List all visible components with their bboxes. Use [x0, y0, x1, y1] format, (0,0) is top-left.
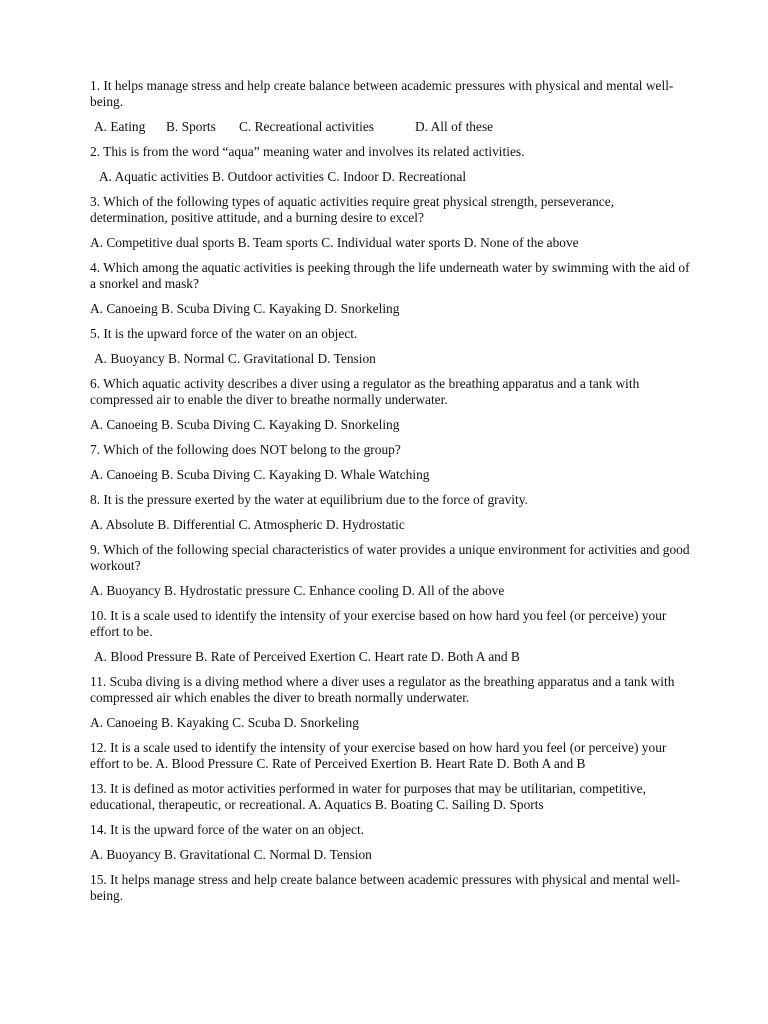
options-5: A. Buoyancy B. Normal C. Gravitational D. Tension — [94, 351, 376, 366]
option-1c: C. Recreational activities — [239, 119, 374, 134]
options-7: A. Canoeing B. Scuba Diving C. Kayaking D. Whale Watching — [90, 467, 430, 482]
question-9: 9. Which of the following special characteristics of water provides a unique environment for activities and good workout? — [90, 542, 690, 573]
option-1b: B. Sports — [166, 119, 216, 134]
options-3: A. Competitive dual sports B. Team sports C. Individual water sports D. None of the above — [90, 235, 579, 250]
options-2: A. Aquatic activities B. Outdoor activities C. Indoor D. Recreational — [99, 169, 467, 184]
question-7: 7. Which of the following does NOT belong to the group? — [90, 442, 401, 457]
question-4: 4. Which among the aquatic activities is peeking through the life underneath water by swimming with the aid of a snorkel and mask? — [90, 260, 690, 291]
options-8: A. Absolute B. Differential C. Atmospheric D. Hydrostatic — [90, 517, 405, 532]
question-6: 6. Which aquatic activity describes a diver using a regulator as the breathing apparatus and a tank with compressed air to enable the diver to breathe normally underwater. — [90, 376, 640, 407]
question-5: 5. It is the upward force of the water on an object. — [90, 326, 358, 341]
question-8: 8. It is the pressure exerted by the water at equilibrium due to the force of gravity. — [90, 492, 528, 507]
options-4: A. Canoeing B. Scuba Diving C. Kayaking D. Snorkeling — [90, 301, 400, 316]
option-1d: D. All of these — [415, 119, 494, 134]
options-10: A. Blood Pressure B. Rate of Perceived Exertion C. Heart rate D. Both A and B — [94, 649, 520, 664]
question-1: 1. It helps manage stress and help create balance between academic pressures with physical and mental well-being. — [90, 78, 674, 109]
question-13: 13. It is defined as motor activities performed in water for purposes that may be utilitarian, competitive, educational, therapeutic, or recreational. A. Aquatics B. Boating C. Sailing D. Sports — [90, 781, 646, 812]
options-9: A. Buoyancy B. Hydrostatic pressure C. Enhance cooling D. All of the above — [90, 583, 505, 598]
question-14: 14. It is the upward force of the water on an object. — [90, 822, 365, 837]
options-6: A. Canoeing B. Scuba Diving C. Kayaking D. Snorkeling — [90, 417, 400, 432]
question-11: 11. Scuba diving is a diving method where a diver uses a regulator as the breathing apparatus and a tank with compressed air which enables the diver to breath normally underwater. — [90, 674, 675, 705]
question-10: 10. It is a scale used to identify the intensity of your exercise based on how hard you feel (or perceive) your effort to be. — [90, 608, 667, 639]
document-page — [90, 78, 690, 913]
options-14: A. Buoyancy B. Gravitational C. Normal D. Tension — [90, 847, 372, 862]
question-12: 12. It is a scale used to identify the intensity of your exercise based on how hard you feel (or perceive) your effort to be. A. Blood Pressure C. Rate of Perceived Exertion B. Heart Rate D. Both A and B — [90, 740, 667, 771]
question-2: 2. This is from the word “aqua” meaning water and involves its related activities. — [90, 144, 525, 159]
options-1 — [90, 119, 690, 135]
question-15: 15. It helps manage stress and help create balance between academic pressures with physical and mental well-being. — [90, 872, 681, 903]
option-1a: A. Eating — [94, 119, 146, 134]
options-11: A. Canoeing B. Kayaking C. Scuba D. Snorkeling — [90, 715, 359, 730]
question-3: 3. Which of the following types of aquatic activities require great physical strength, perseverance, determination, positive attitude, and a burning desire to excel? — [90, 194, 615, 225]
